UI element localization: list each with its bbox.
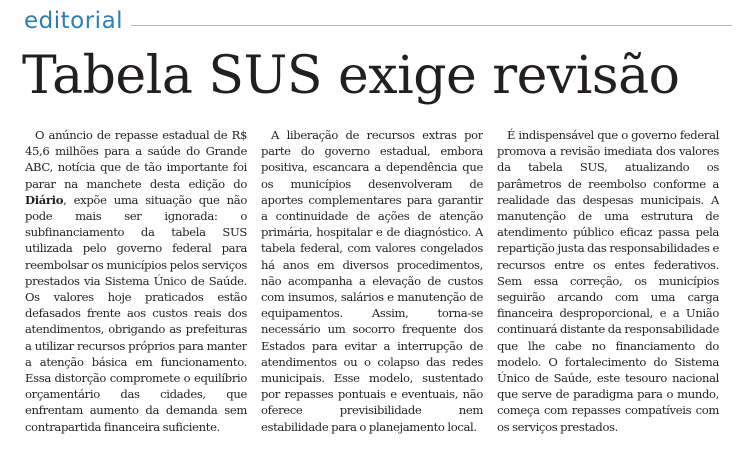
article-column-2 xyxy=(261,127,483,435)
section-header xyxy=(24,4,732,38)
article-column-1 xyxy=(25,127,247,435)
paragraph-1-text-end: , expõe uma situação que não pode mais ser ignorada: o subfinanciamento da tabela SUS utilizada pelo governo federal para reembolsar os municípios pelos serviços prestados via Sistema Único de Saúde. Os valores hoje praticados estão defasados frente aos custos reais dos atendimentos, obrigando as prefeituras a utilizar recursos próprios para manter a atenção básica em funcionamento. Essa distorção compromete o equilíbrio orçamentário das cidades, que enfrentam aumento da demanda sem contrapartida financeira suficiente. xyxy=(25,192,247,434)
section-divider xyxy=(131,25,732,26)
article-body xyxy=(25,127,736,435)
paragraph-1 xyxy=(25,127,247,435)
section-label: editorial xyxy=(24,7,124,34)
paragraph-2: A liberação de recursos extras por parte do governo estadual, embora positiva, escancara a dependência que os municípios desenvolveram de aportes complementares para garantir a continuidade de ações de atenção primária, hospitalar e de diagnóstico. A tabela federal, com valores congelados há anos em diversos procedimentos, não acompanha a elevação de custos com insumos, salários e manutenção de equipamentos. Assim, torna-se necessário um socorro frequente dos Estados para evitar a interrupção de atendimentos ou o colapso das redes municipais. Esse modelo, sustentado por repasses pontuais e eventuais, não oferece previsibilidade nem estabilidade para o planejamento local. xyxy=(261,128,483,434)
headline: Tabela SUS exige revisão xyxy=(22,48,680,106)
paragraph-3: É indispensável que o governo federal promova a revisão imediata dos valores da tabela SUS, atualizando os parâmetros de reembolso conforme a realidade das despesas municipais. A manutenção de uma estrutura de atendimento público eficaz passa pela repartição justa das responsabilidades e recursos entre os entes federativos. Sem essa correção, os municípios seguirão arcando com uma carga financeira desproporcional, e a União continuará distante da responsabilidade que lhe cabe no financiamento do modelo. O fortalecimento do Sistema Único de Saúde, este tesouro nacional que serve de paradigma para o mundo, começa com repasses compatíveis com os serviços prestados. xyxy=(497,128,719,434)
paragraph-1-text-start: O anúncio de repasse estadual de R$ 45,6 milhões para a saúde do Grande ABC, notícia que de tão importante foi parar na manchete desta edição do xyxy=(25,128,247,191)
newspaper-name: Diário xyxy=(25,192,64,207)
article-column-3 xyxy=(497,127,719,435)
